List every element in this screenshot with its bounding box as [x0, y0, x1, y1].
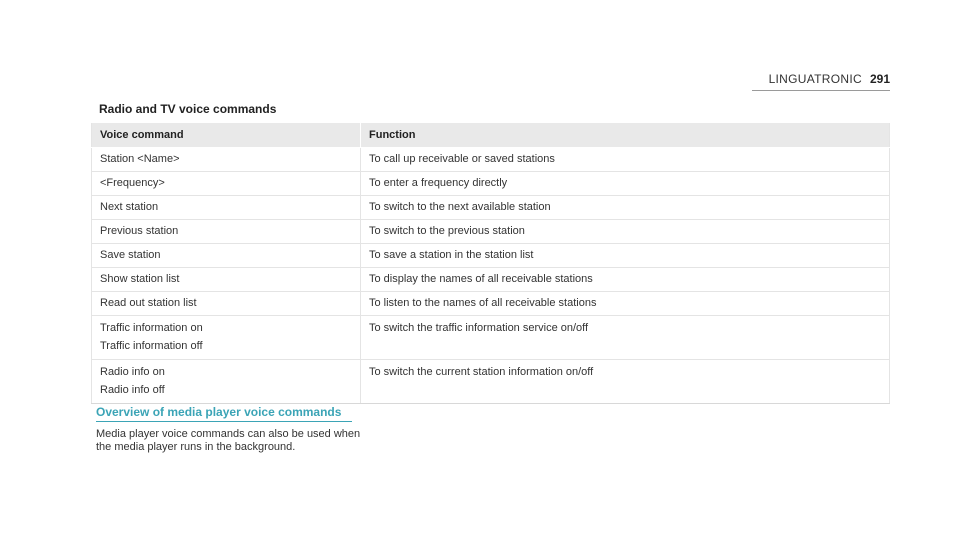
header-rule — [752, 90, 890, 91]
command-cell — [92, 268, 361, 292]
command-text: Show station list — [100, 273, 180, 285]
command-text: Traffic information on — [100, 322, 203, 334]
voice-command-table — [91, 123, 890, 404]
function-cell: To save a station in the station list — [361, 244, 890, 268]
command-cell — [92, 360, 361, 404]
table-header-row — [92, 123, 890, 148]
overview-section-title: Overview of media player voice commands — [96, 405, 342, 419]
table-row — [92, 244, 890, 268]
header-section-label: LINGUATRONIC — [768, 72, 862, 86]
table-row — [92, 220, 890, 244]
command-text: Next station — [100, 201, 159, 213]
command-text: Radio info off — [100, 384, 165, 396]
command-text: Read out station list — [100, 297, 197, 309]
command-cell — [92, 148, 361, 172]
table-row — [92, 268, 890, 292]
overview-paragraph: Media player voice commands can also be used when the media player runs in the background. — [96, 428, 361, 453]
column-header-function: Function — [361, 123, 890, 148]
command-cell — [92, 244, 361, 268]
command-cell — [92, 316, 361, 360]
function-cell: To display the names of all receivable stations — [361, 268, 890, 292]
command-text: Station <Name> — [100, 153, 180, 165]
command-text: Radio info on — [100, 366, 165, 378]
command-text: <Frequency> — [100, 177, 165, 189]
radio-section-title: Radio and TV voice commands — [99, 102, 277, 116]
command-cell — [92, 196, 361, 220]
function-cell: To switch the current station information on/off — [361, 360, 890, 404]
command-cell — [92, 220, 361, 244]
command-cell — [92, 292, 361, 316]
function-cell: To switch to the previous station — [361, 220, 890, 244]
command-cell — [92, 172, 361, 196]
table-row — [92, 316, 890, 360]
function-cell: To switch to the next available station — [361, 196, 890, 220]
command-text: Save station — [100, 249, 161, 261]
function-cell: To listen to the names of all receivable stations — [361, 292, 890, 316]
running-header — [769, 72, 890, 86]
page-number: 291 — [869, 72, 890, 86]
table-row — [92, 292, 890, 316]
function-cell: To enter a frequency directly — [361, 172, 890, 196]
function-cell: To switch the traffic information service on/off — [361, 316, 890, 360]
function-cell: To call up receivable or saved stations — [361, 148, 890, 172]
command-text: Previous station — [100, 225, 179, 237]
table-row — [92, 148, 890, 172]
column-header-voice-command: Voice command — [92, 123, 361, 148]
table-row — [92, 196, 890, 220]
overview-title-underline — [96, 421, 352, 422]
command-text: Traffic information off — [100, 340, 203, 352]
table-row — [92, 172, 890, 196]
table-row — [92, 360, 890, 404]
